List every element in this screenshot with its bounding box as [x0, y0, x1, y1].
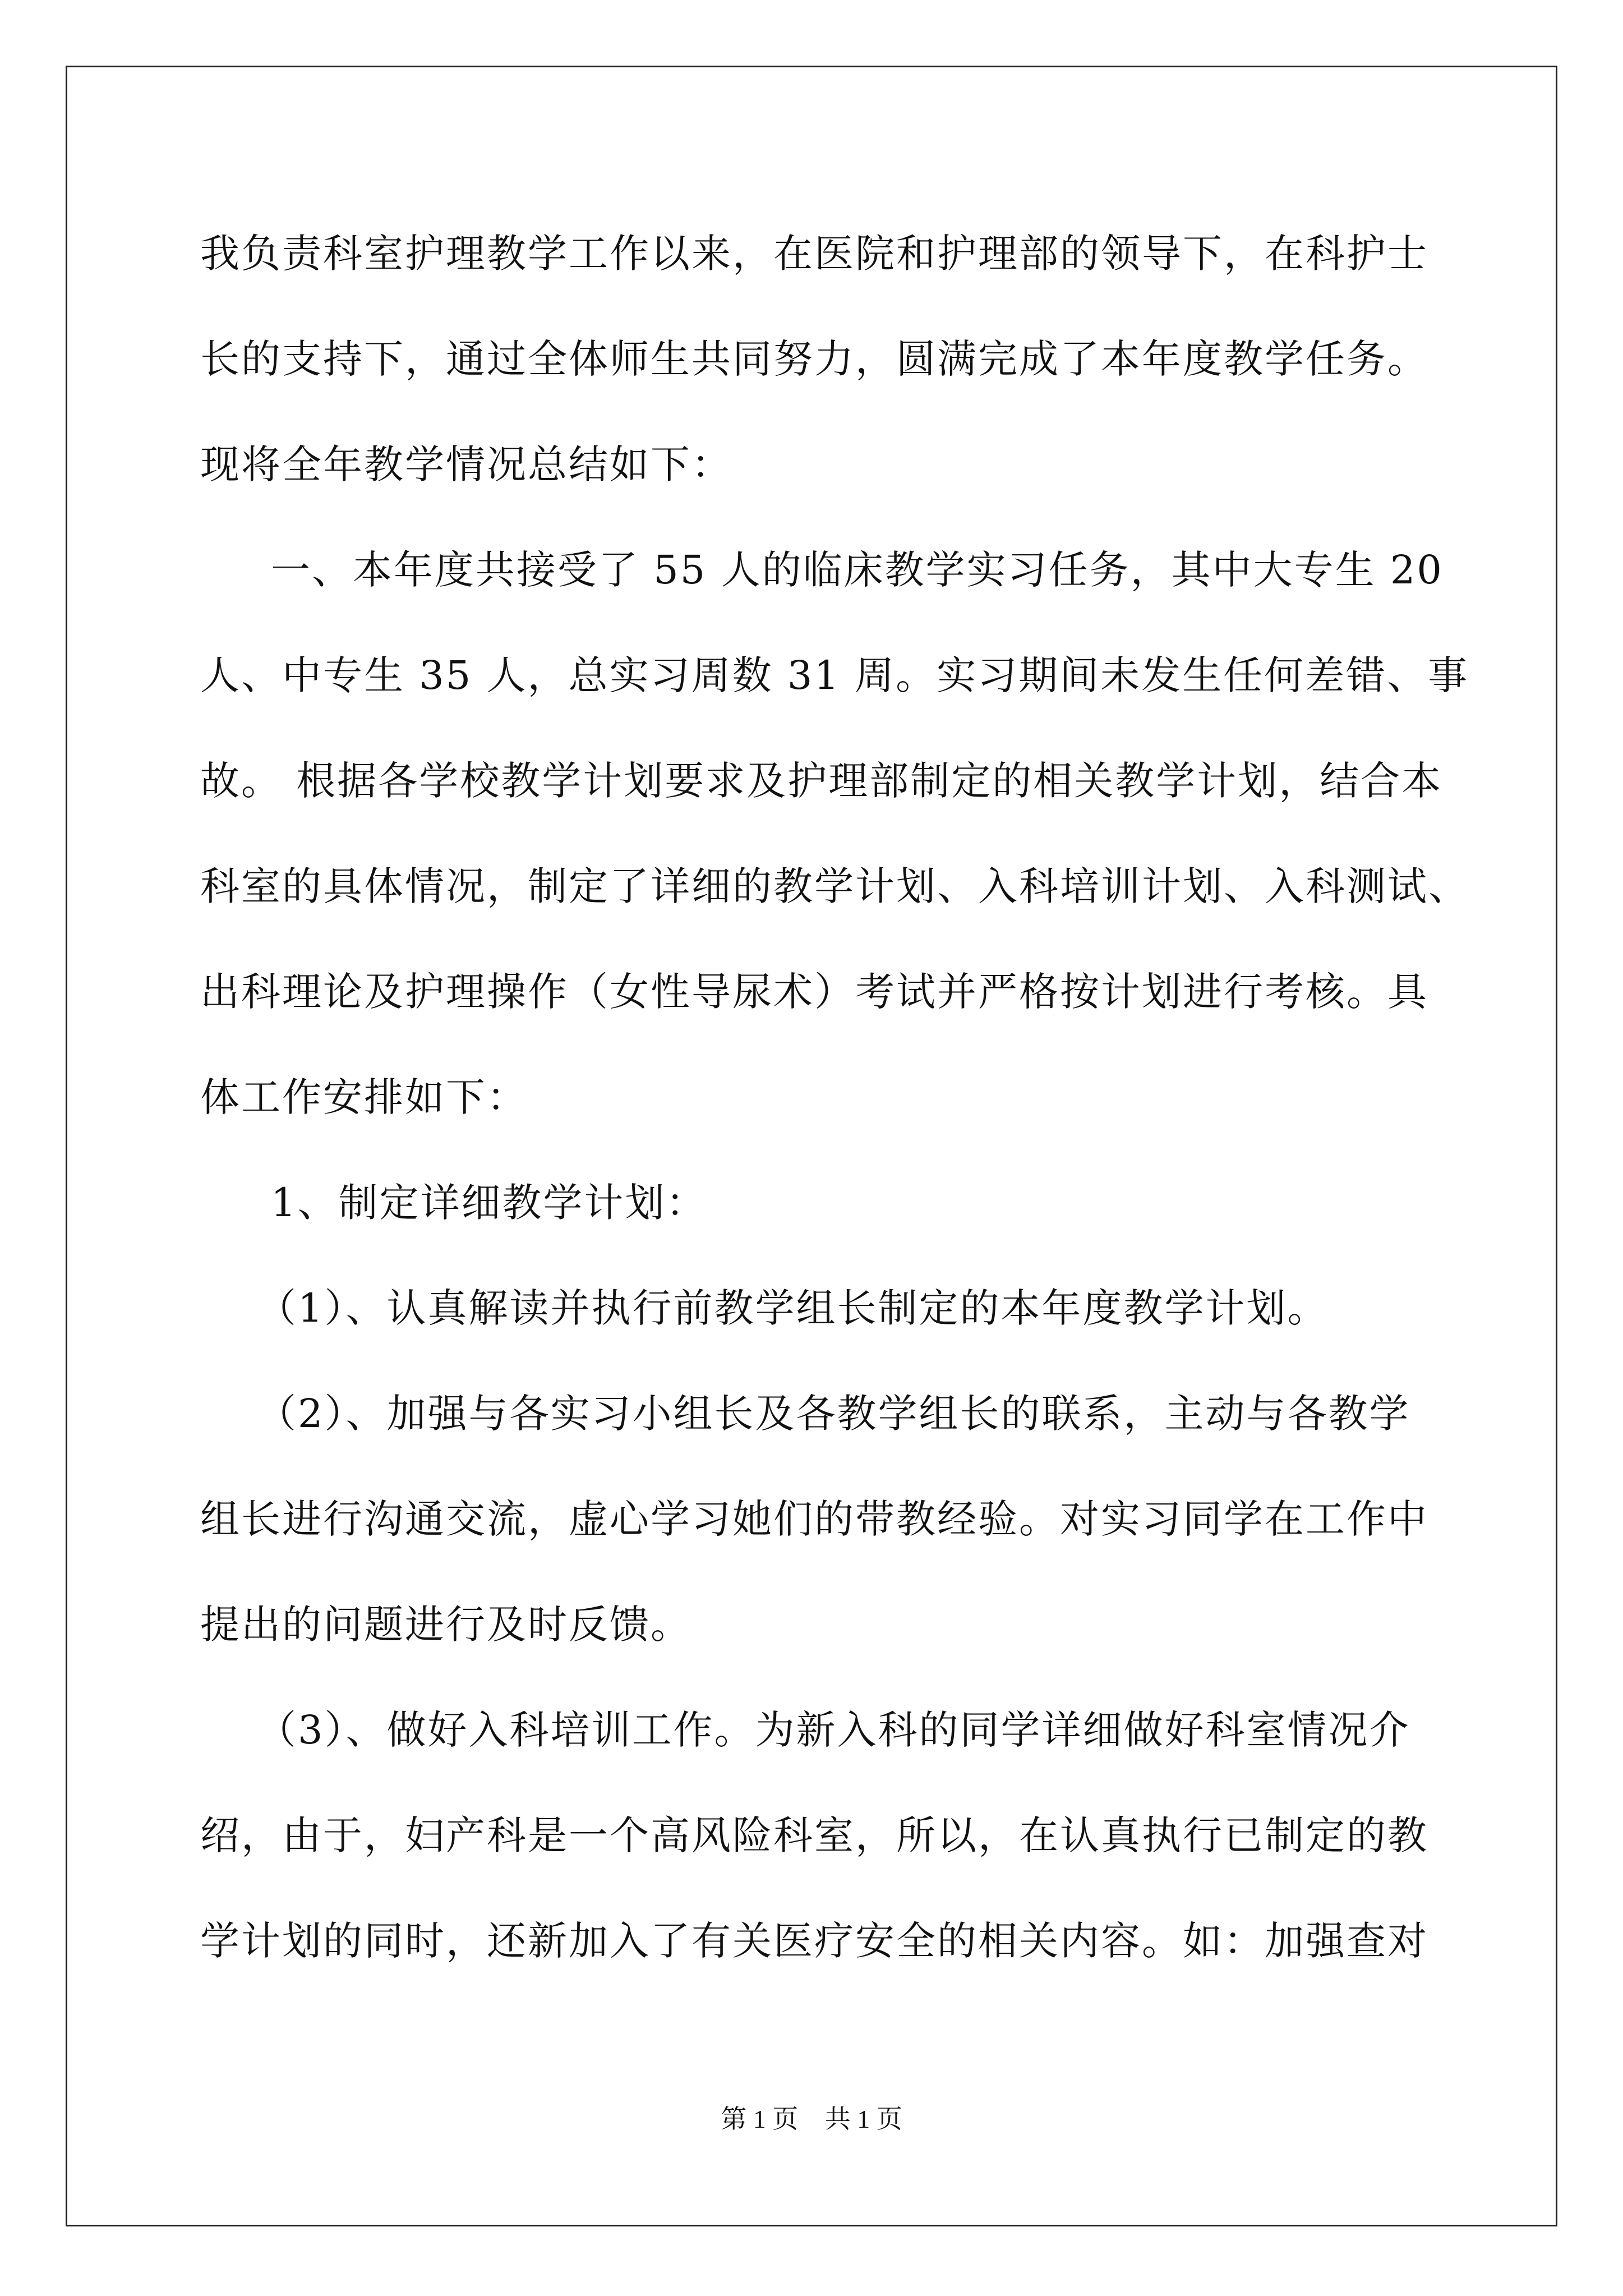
paragraph-line: 人、中专生 35 人，总实习周数 31 周。实习期间未发生任何差错、事	[200, 652, 1469, 698]
paragraph-line: （1）、认真解读并执行前教学组长制定的本年度教学计划。	[257, 1285, 1329, 1331]
paragraph-line: 我负责科室护理教学工作以来，在医院和护理部的领导下，在科护士	[200, 231, 1428, 277]
page-number-total: 共 1 页	[824, 2105, 902, 2133]
paragraph-line: 组长进行沟通交流，虚心学习她们的带教经验。对实习同学在工作中	[200, 1496, 1428, 1542]
page-number-current: 第 1 页	[721, 2105, 799, 2133]
paragraph-line: 体工作安排如下：	[200, 1074, 528, 1120]
paragraph-line: 学计划的同时，还新加入了有关医疗安全的相关内容。如：加强查对	[200, 1918, 1428, 1964]
page-border	[66, 66, 1557, 2226]
paragraph-line: 现将全年教学情况总结如下：	[200, 441, 732, 487]
paragraph-line: 提出的问题进行及时反馈。	[200, 1602, 691, 1648]
page-footer	[0, 2102, 1623, 2136]
paragraph-line: 故。 根据各学校教学计划要求及护理部制定的相关教学计划，结合本	[200, 758, 1443, 804]
paragraph-line: 长的支持下，通过全体师生共同努力，圆满完成了本年度教学任务。	[200, 336, 1428, 382]
section-heading: 1、制定详细教学计划：	[271, 1180, 707, 1226]
paragraph-line: 科室的具体情况，制定了详细的教学计划、入科培训计划、入科测试、	[200, 863, 1469, 909]
paragraph-line: 绍，由于，妇产科是一个高风险科室，所以，在认真执行已制定的教	[200, 1812, 1428, 1858]
paragraph-line: 出科理论及护理操作（女性导尿术）考试并严格按计划进行考核。具	[200, 969, 1428, 1015]
paragraph-line: （3）、做好入科培训工作。为新入科的同学详细做好科室情况介	[257, 1707, 1410, 1753]
paragraph-line: （2）、加强与各实习小组长及各教学组长的联系，主动与各教学	[257, 1391, 1410, 1437]
paragraph-line: 一、本年度共接受了 55 人的临床教学实习任务，其中大专生 20	[271, 547, 1444, 593]
